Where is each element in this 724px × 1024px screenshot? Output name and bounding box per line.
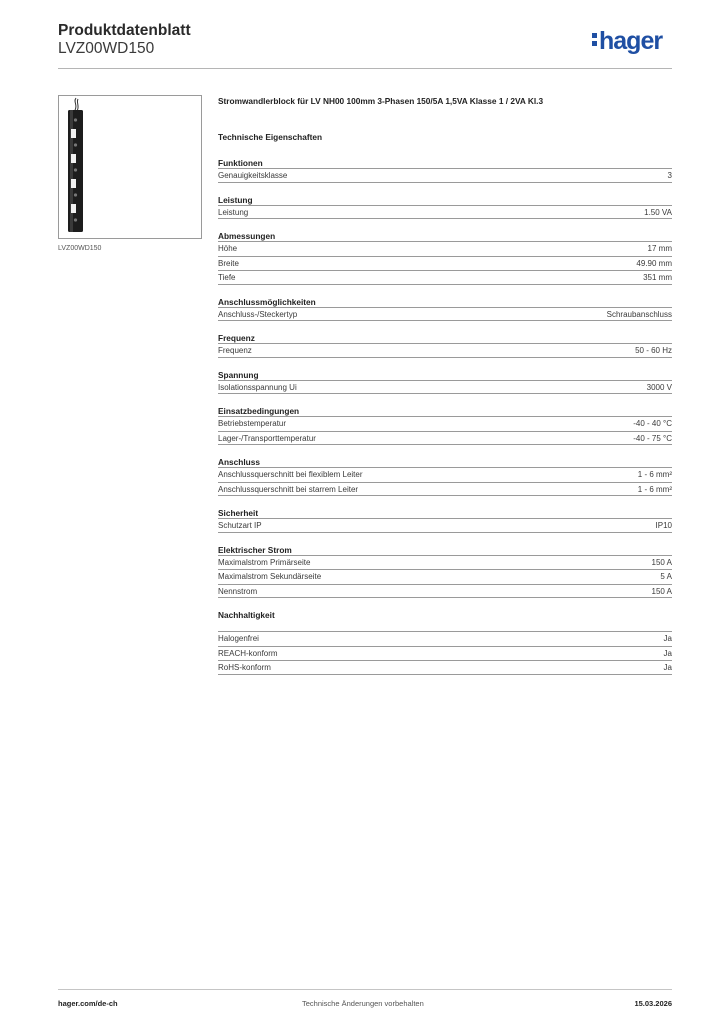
property-group-title: Sicherheit (218, 508, 259, 518)
property-groups (218, 158, 672, 675)
property-value: 1 - 6 mm² (637, 470, 672, 479)
page-title: Produktdatenblatt (58, 22, 191, 39)
property-table (218, 307, 672, 322)
property-group-title: Spannung (218, 369, 259, 380)
property-value: 351 mm (643, 273, 672, 282)
property-group (218, 508, 672, 533)
property-group (218, 545, 672, 599)
property-row (218, 569, 672, 584)
property-table (218, 241, 672, 285)
property-table (218, 380, 672, 395)
property-row (218, 307, 672, 322)
property-table (218, 343, 672, 358)
footer-divider (58, 989, 672, 990)
property-group (218, 370, 672, 395)
property-value: Ja (663, 634, 672, 643)
property-value: 150 A (651, 586, 672, 596)
property-value: 49.90 mm (636, 258, 672, 268)
property-label: Halogenfrei (218, 634, 259, 643)
product-image-caption: LVZ00WD150 (58, 245, 102, 252)
property-group (218, 457, 672, 496)
property-label: Anschluss-/Steckertyp (218, 309, 298, 319)
product-image (58, 95, 202, 239)
product-code: LVZ00WD150 (58, 40, 155, 57)
property-label: Nennstrom (218, 586, 258, 596)
property-label: Tiefe (218, 273, 236, 282)
property-label: Maximalstrom Sekundärseite (218, 572, 322, 581)
property-row (218, 467, 672, 482)
property-row (218, 631, 672, 646)
property-group (218, 333, 672, 358)
property-row (218, 380, 672, 395)
property-label: Anschlussquerschnitt bei flexiblem Leiter (218, 470, 363, 479)
property-table (218, 205, 672, 220)
property-label: Betriebstemperatur (218, 419, 287, 428)
property-label: Breite (218, 258, 239, 268)
spacer (218, 620, 672, 631)
property-table (218, 168, 672, 183)
property-group (218, 406, 672, 445)
property-label: Lager-/Transporttemperatur (218, 433, 316, 443)
product-description: Stromwandlerblock für LV NH00 100mm 3-Phasen 150/5A 1,5VA Klasse 1 / 2VA Kl.3 (218, 96, 544, 106)
property-row (218, 584, 672, 599)
property-value: 5 A (660, 572, 672, 581)
property-row (218, 168, 672, 183)
property-value: IP10 (655, 521, 672, 530)
footer-date: 15.03.2026 (634, 999, 672, 1008)
property-label: Frequenz (218, 346, 252, 355)
logo-text: hager (599, 27, 663, 55)
property-label: Maximalstrom Primärseite (218, 557, 311, 567)
property-table (218, 555, 672, 599)
datasheet-content (218, 96, 672, 687)
property-value: 150 A (651, 557, 672, 567)
property-group-title: Elektrischer Strom (218, 544, 292, 555)
property-label: Leistung (218, 207, 249, 217)
footer-website: hager.com/de-ch (58, 999, 118, 1008)
property-value: Schraubanschluss (606, 309, 672, 319)
property-group-title: Anschlussmöglichkeiten (218, 296, 316, 307)
property-value: 1 - 6 mm² (637, 484, 672, 494)
property-value: Ja (663, 648, 672, 658)
property-row (218, 343, 672, 358)
property-label: Anschlussquerschnitt bei starrem Leiter (218, 484, 359, 494)
property-group-title: Einsatzbedingungen (218, 406, 300, 416)
property-group (218, 158, 672, 183)
property-table (218, 416, 672, 445)
property-group-title: Abmessungen (218, 231, 276, 241)
header-divider (58, 68, 672, 69)
property-row (218, 416, 672, 431)
property-group (218, 195, 672, 220)
property-value: Ja (663, 663, 672, 672)
property-row (218, 241, 672, 256)
property-value: 50 - 60 Hz (635, 346, 672, 355)
property-group-title: Funktionen (218, 158, 263, 168)
property-group-title: Frequenz (218, 333, 255, 343)
logo-dots-icon (592, 33, 597, 49)
property-value: 3 (667, 171, 672, 180)
property-value: -40 - 75 °C (633, 433, 672, 443)
property-row (218, 518, 672, 533)
property-group-title: Nachhaltigkeit (218, 610, 275, 620)
property-row (218, 482, 672, 497)
property-table (218, 518, 672, 533)
property-row (218, 205, 672, 220)
property-row (218, 270, 672, 285)
hager-logo (592, 27, 662, 56)
property-group-title: Leistung (218, 194, 253, 205)
property-group-title: Anschluss (218, 457, 260, 467)
current-transformer-icon (59, 96, 201, 238)
technical-properties-heading: Technische Eigenschaften (218, 132, 323, 142)
property-label: REACH-konform (218, 648, 278, 658)
property-group (218, 231, 672, 285)
property-group (218, 610, 672, 675)
property-table (218, 631, 672, 675)
property-group (218, 297, 672, 322)
property-label: Höhe (218, 244, 238, 253)
property-row (218, 646, 672, 661)
property-value: 17 mm (647, 244, 672, 253)
property-row (218, 431, 672, 446)
property-label: Isolationsspannung Ui (218, 382, 297, 392)
footer-notice: Technische Änderungen vorbehalten (302, 999, 424, 1008)
property-row (218, 256, 672, 271)
property-label: Genauigkeitsklasse (218, 171, 288, 180)
property-value: 3000 V (646, 382, 672, 392)
property-label: Schutzart IP (218, 521, 262, 530)
property-table (218, 467, 672, 496)
property-value: 1.50 VA (644, 207, 672, 217)
property-label: RoHS-konform (218, 663, 271, 672)
property-row (218, 660, 672, 675)
property-row (218, 555, 672, 570)
property-value: -40 - 40 °C (633, 419, 672, 428)
